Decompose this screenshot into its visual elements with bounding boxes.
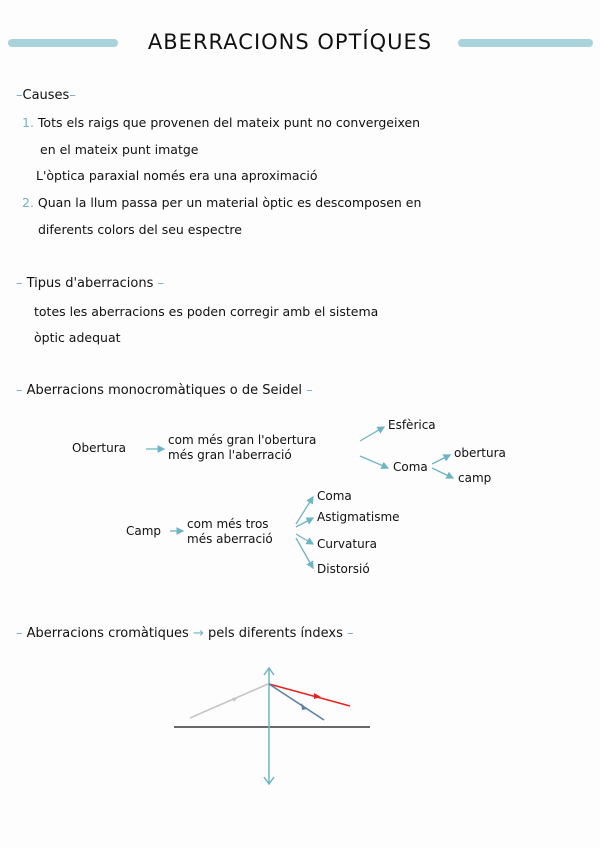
red-ray — [269, 684, 350, 706]
page-title: ABERRACIONS OPTÍQUES — [147, 30, 433, 54]
heading-crom-text: Aberracions cromàtiques — [26, 626, 189, 641]
node-obertura: Obertura — [72, 441, 126, 455]
node-astigmatisme: Astigmatisme — [317, 510, 400, 524]
heading-tipus: – Tipus d'aberracions – — [16, 276, 165, 291]
tipus-line2: òptic adequat — [34, 330, 121, 345]
node-distorsio: Distorsió — [317, 562, 370, 576]
node-camp-desc2: més aberració — [187, 532, 273, 546]
heading-monocromatiques: – Aberracions monocromàtiques o de Seidel – — [16, 383, 313, 398]
arrow-coma-obertura — [432, 455, 450, 464]
heading-mono-text: Aberracions monocromàtiques o de Seidel — [26, 383, 302, 398]
arrow-coma-camp — [432, 468, 453, 478]
blue-ray-arrow — [301, 703, 307, 710]
arrow-to-esferica — [360, 427, 384, 441]
blue-ray — [269, 684, 324, 720]
node-esferica: Esfèrica — [388, 418, 436, 432]
node-coma-obertura: obertura — [454, 446, 506, 460]
heading-cromatiques: – Aberracions cromàtiques → pels diferents índexs – — [16, 626, 354, 641]
causes-item1-line3: L'òptica paraxial només era una aproximació — [36, 168, 318, 183]
node-curvatura: Curvatura — [317, 537, 377, 551]
tipus-line1: totes les aberracions es poden corregir amb el sistema — [34, 304, 379, 319]
causes-item1-line2: en el mateix punt imatge — [40, 142, 199, 157]
heading-crom-desc: pels diferents índexs — [208, 626, 343, 641]
item1-text: Tots els raigs que provenen del mateix punt no convergeixen — [37, 115, 421, 130]
item1-number: 1. — [22, 115, 34, 130]
item2-text: Quan la llum passa per un material òptic es descomposen en — [37, 195, 422, 210]
node-camp: Camp — [126, 524, 162, 538]
item2-number: 2. — [22, 195, 34, 210]
node-camp-desc1: com més tros — [187, 517, 269, 531]
lens-diagram — [174, 668, 370, 784]
incident-ray — [190, 684, 268, 718]
node-obertura-desc2: més gran l'aberració — [168, 448, 292, 462]
heading-tipus-text: Tipus d'aberracions — [26, 276, 154, 291]
node-coma-camp: camp — [458, 471, 492, 485]
heading-causes-text: Causes — [22, 88, 70, 103]
node-camp-coma: Coma — [317, 489, 352, 503]
arrow-to-coma — [360, 456, 388, 468]
node-obertura-desc1: com més gran l'obertura — [168, 433, 317, 447]
node-coma: Coma — [393, 460, 428, 474]
incident-ray-arrow — [232, 697, 238, 702]
heading-causes: –Causes– — [16, 88, 76, 103]
causes-item2-line2: diferents colors del seu espectre — [38, 222, 242, 237]
